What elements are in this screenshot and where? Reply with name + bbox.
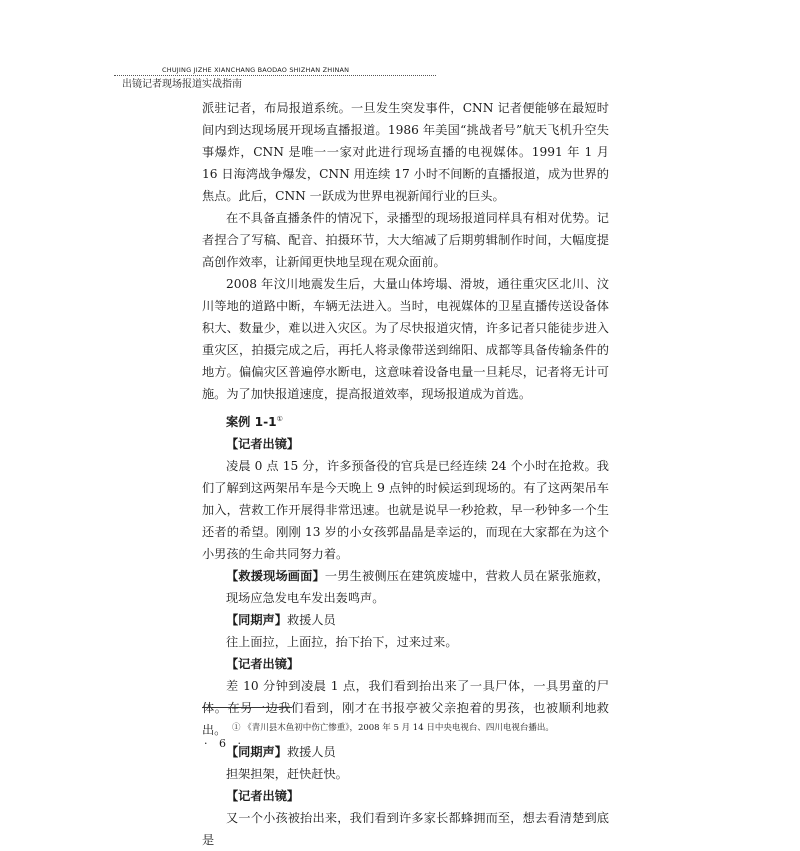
section-tag-label: 【记者出镜】 xyxy=(226,789,300,804)
running-header xyxy=(114,66,436,91)
header-title: 出镜记者现场报道实战指南 xyxy=(122,79,242,90)
section-tag-label: 【记者出镜】 xyxy=(226,437,300,452)
section-text: 差 10 分钟到凌晨 1 点，我们看到抬出来了一具尸体，一具男童的尸体。在另一边我们看到，刚才在书报亭被父亲抱着的男孩，也被顺利地救出。 xyxy=(202,679,609,738)
section-tag-label: 【同期声】 xyxy=(226,745,287,760)
section-line xyxy=(202,565,609,609)
section-text: 往上面拉，上面拉，抬下抬下，过来过来。 xyxy=(226,635,458,650)
section-tag xyxy=(202,653,609,675)
section-tag xyxy=(202,785,609,807)
footnote: ① 《青川县木鱼初中伤亡惨重》，2008 年 5 月 14 日中央电视台、四川电视台播出。 xyxy=(232,723,554,733)
section-lead: 救援人员 xyxy=(286,745,336,760)
page-number: · 6 · xyxy=(204,737,245,750)
paragraph: 派驻记者，布局报道系统。一旦发生突发事件，CNN 记者便能够在最短时间内到达现场展开现场直播报道。1986 年美国“挑战者号”航天飞机升空失事爆炸，CNN 是唯一一家对此进行现场直播的电视媒体。1991 年 1 月 16 日海湾战争爆发，CNN 用连续 17 小时不间断的直播报道，成为世界的焦点。此后，CNN 一跃成为世界电视新闻行业的巨头。 xyxy=(202,101,609,203)
section-lead: 一男生被侧压在建筑废墟中，营救人员在紧张施救，现场应急发电车发出轰鸣声。 xyxy=(226,569,610,606)
section-tag-label: 【记者出镜】 xyxy=(226,657,300,672)
footnote-mark: ① xyxy=(276,415,283,423)
section-text: 凌晨 0 点 15 分，许多预备役的官兵是已经连续 24 个小时在抢救。我们了解到这两架吊车是今天晚上 9 点钟的时候运到现场的。有了这两架吊车加入，营救工作开展得非常迅速。也就是说早一秒抢救，早一秒钟多一个生还者的希望。刚刚 13 岁的小女孩郭晶晶是幸运的，而现在大家都在为这个小男孩的生命共同努力着。 xyxy=(202,459,609,562)
footnote-rule xyxy=(202,707,292,708)
paragraph: 在不具备直播条件的情况下，录播型的现场报道同样具有相对优势。记者捏合了写稿、配音、拍摄环节，大大缩减了后期剪辑制作时间，大幅度提高创作效率，让新闻更快地呈现在观众面前。 xyxy=(202,211,609,269)
case-title: 案例 1-1 xyxy=(226,415,277,430)
paragraph: 2008 年汶川地震发生后，大量山体垮塌、滑坡，通往重灾区北川、汶川等地的道路中断，车辆无法进入。当时，电视媒体的卫星直播传送设备体积大、数量少，难以进入灾区。为了尽快报道灾情，许多记者只能徒步进入重灾区，拍摄完成之后，再托人将录像带送到绵阳、成都等具备传输条件的地方。偏偏灾区普遍停水断电，这意味着设备电量一旦耗尽，记者将无计可施。为了加快报道速度，提高报道效率，现场报道成为首选。 xyxy=(202,277,609,401)
section-tag-label: 【救援现场画面】 xyxy=(226,569,325,584)
section-line xyxy=(202,609,609,631)
header-rule xyxy=(114,75,436,76)
section-tag xyxy=(202,433,609,455)
section-tag-label: 【同期声】 xyxy=(226,613,287,628)
section-text: 又一个小孩被抬出来，我们看到许多家长都蜂拥而至，想去看清楚到底是 xyxy=(202,811,609,848)
section-text: 担架担架，赶快赶快。 xyxy=(226,767,348,782)
section-lead: 救援人员 xyxy=(286,613,336,628)
header-pinyin: CHUJING JIZHE XIANCHANG BAODAO SHIZHAN ZHINAN xyxy=(162,66,350,74)
body-text xyxy=(202,97,609,851)
section-line xyxy=(202,741,609,763)
case-heading xyxy=(202,408,609,433)
